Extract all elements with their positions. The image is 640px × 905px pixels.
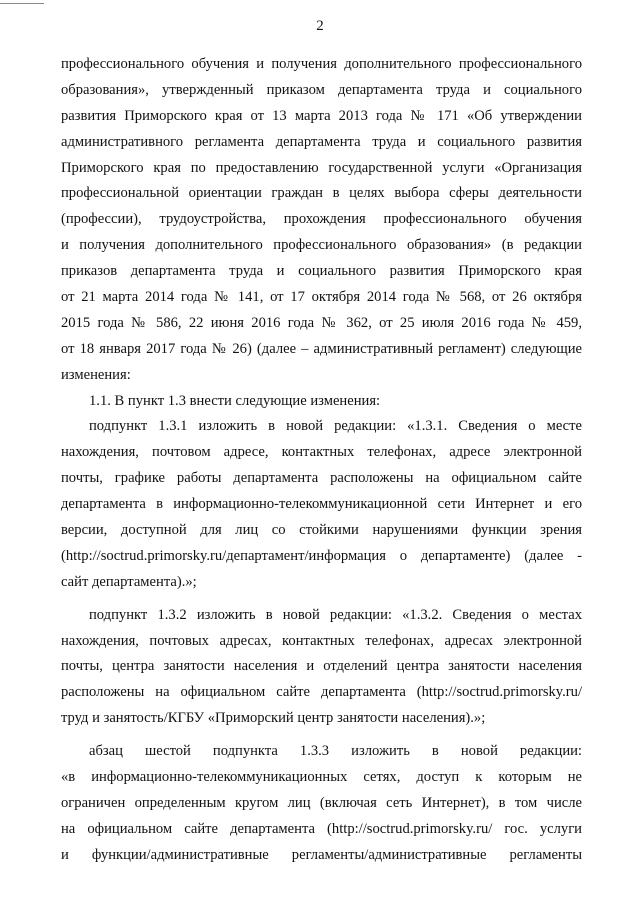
text-line: от 18 января 2017 года № 26) (далее – административный регламент) следующие bbox=[61, 340, 582, 357]
paragraph-subitem-1-3-3 bbox=[61, 739, 582, 868]
text-line: Приморского края по предоставлению государственной услуги «Организация bbox=[61, 159, 582, 176]
text-line: почты, центра занятости населения и отделений центра занятости населения bbox=[61, 658, 582, 675]
text-line: версии, доступной для лиц со стойкими нарушениями функции зрения bbox=[61, 522, 582, 539]
text-line: от 21 марта 2014 года № 141, от 17 октября 2014 года № 568, от 26 октября bbox=[61, 289, 582, 306]
text-line: нахождения, почтовых адресах, контактных телефонах, адресах электронной bbox=[61, 632, 582, 649]
text-line: абзац шестой подпункта 1.3.3 изложить в новой редакции: bbox=[89, 743, 582, 760]
text-line: (профессии), трудоустройства, прохождения профессионального обучения bbox=[61, 211, 582, 228]
text-line: почты, графике работы департамента расположены на официальном сайте bbox=[61, 470, 582, 487]
text-line: труд и занятость/КГБУ «Приморский центр занятости населения).»; bbox=[61, 710, 486, 727]
page-number: 2 bbox=[316, 18, 324, 34]
text-line: подпункт 1.3.1 изложить в новой редакции: «1.3.1. Сведения о месте bbox=[89, 418, 582, 435]
text-line: расположены на официальном сайте департамента (http://soctrud.primorsky.ru/ bbox=[61, 684, 582, 701]
text-line: изменения: bbox=[61, 366, 131, 383]
paragraph-gap bbox=[61, 732, 582, 739]
text-line: административного регламента департамента труда и социального развития bbox=[61, 133, 582, 150]
text-line: профессиональной ориентации граждан в целях выбора сферы деятельности bbox=[61, 185, 582, 202]
paragraph-item-1-1 bbox=[61, 389, 582, 415]
document-body bbox=[61, 52, 582, 869]
text-line: развития Приморского края от 13 марта 2013 года № 171 «Об утверждении bbox=[61, 107, 582, 124]
text-line: приказов департамента труда и социального развития Приморского края bbox=[61, 263, 582, 280]
text-line: и функции/административные регламенты/административные регламенты bbox=[61, 846, 582, 863]
text-line: «в информационно-телекоммуникационных сетях, доступ к которым не bbox=[61, 769, 582, 786]
text-line: нахождения, почтовом адресе, контактных телефонах, адресе электронной bbox=[61, 444, 582, 461]
paragraph-subitem-1-3-2 bbox=[61, 603, 582, 732]
text-line: 2015 года № 586, 22 июня 2016 года № 362, от 25 июля 2016 года № 459, bbox=[61, 314, 582, 331]
paragraph-order-reference bbox=[61, 52, 582, 389]
paragraph-subitem-1-3-1 bbox=[61, 414, 582, 595]
text-line: 1.1. В пункт 1.3 внести следующие изменения: bbox=[89, 392, 381, 409]
text-line: ограничен определенным кругом лиц (включая сеть Интернет), в том числе bbox=[61, 794, 582, 811]
text-line: профессионального обучения и получения дополнительного профессионального bbox=[61, 56, 582, 72]
paragraph-gap bbox=[61, 596, 582, 603]
text-line: подпункт 1.3.2 изложить в новой редакции: «1.3.2. Сведения о местах bbox=[89, 606, 582, 623]
text-line: образования», утвержденный приказом департамента труда и социального bbox=[61, 81, 582, 98]
text-line: на официальном сайте департамента (http://soctrud.primorsky.ru/ гос. услуги bbox=[61, 820, 582, 837]
text-line: сайт департамента).»; bbox=[61, 573, 197, 590]
scan-edge-mark bbox=[0, 3, 44, 4]
text-line: и получения дополнительного профессионального образования» (в редакции bbox=[61, 237, 582, 254]
text-line: (http://soctrud.primorsky.ru/департамент/информация о департаменте) (далее - bbox=[61, 547, 582, 564]
text-line: департамента в информационно-телекоммуникационной сети Интернет и его bbox=[61, 496, 582, 513]
